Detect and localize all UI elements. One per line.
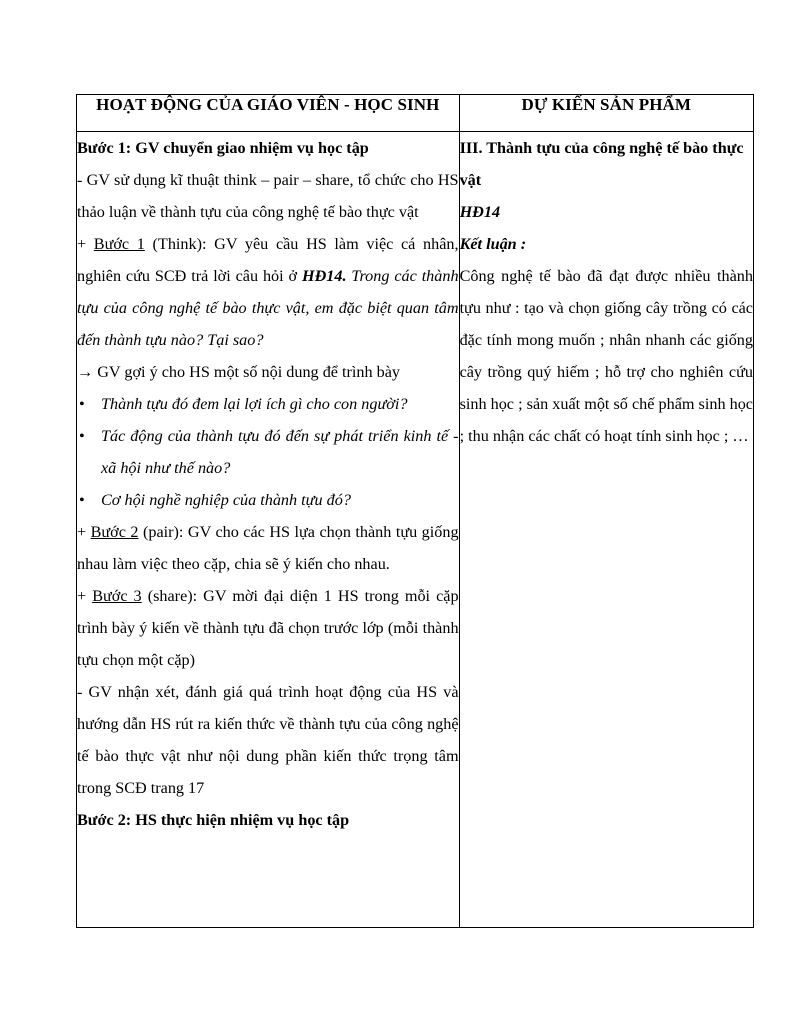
- step1-title: Bước 1: GV chuyển giao nhiệm vụ học tập: [77, 139, 369, 157]
- share-step-prefix: +: [77, 587, 93, 605]
- conclusion-text: Công nghệ tế bào đã đạt được nhiều thành tựu như : tạo và chọn giống cây trồng có các đặc tính mong muốn ; nhân nhanh các giống cây trồng quý hiếm ; hỗ trợ cho nghiên cứu sinh học ; sản xuất một số chế phẩm sinh học ; thu nhận các chất có hoạt tính sinh học ; …: [459, 267, 753, 445]
- bullet-text: Tác động của thành tựu đó đến sự phát triển kinh tế - xã hội như thế nào?: [101, 427, 459, 477]
- bullet-icon: •: [79, 427, 85, 445]
- think-step-text: (Think): GV yêu cầu HS làm việc cá nhân, nghiên cứu SCĐ trả lời câu hỏi ở: [77, 235, 459, 285]
- bullet-icon: •: [79, 395, 85, 413]
- pair-step-prefix: +: [77, 523, 91, 541]
- share-step-label: Bước 3: [92, 587, 142, 605]
- bullet-text: Thành tựu đó đem lại lợi ích gì cho con người?: [101, 395, 408, 413]
- activity-code: HĐ14: [459, 203, 501, 221]
- pair-step-label: Bước 2: [90, 523, 139, 541]
- pair-step-paragraph: [77, 516, 459, 580]
- share-step-text: (share): GV mời đại diện 1 HS trong mỗi cặp trình bày ý kiến về thành tựu đã chọn trước lớp (mỗi thành tựu chọn một cặp): [77, 587, 459, 669]
- hint-line: → GV gợi ý cho HS một số nội dung để trình bày: [77, 363, 401, 381]
- list-item: [77, 484, 459, 516]
- list-item: [77, 388, 459, 420]
- table-header-row: [77, 95, 754, 132]
- header-teacher-student-activity: HOẠT ĐỘNG CỦA GIÁO VIÊN - HỌC SINH: [77, 95, 460, 132]
- think-step-paragraph: [77, 228, 459, 356]
- list-item: [77, 420, 459, 484]
- header-expected-product: DỰ KIẾN SẢN PHẨM: [459, 95, 753, 132]
- pair-step-text: (pair): GV cho các HS lựa chọn thành tựu giống nhau làm việc theo cặp, chia sẽ ý kiến cho nhau.: [77, 523, 459, 573]
- think-question: Trong các thành tựu của công nghệ tế bào thực vật, em đặc biệt quan tâm đến thành tựu nào? Tại sao?: [77, 267, 459, 349]
- hint-bullet-list: [77, 388, 459, 516]
- section-title: III. Thành tựu của công nghệ tế bào thực vật: [459, 139, 744, 189]
- table-body-row: [77, 132, 754, 928]
- activity-cell: [77, 132, 460, 928]
- activity-reference: HĐ14.: [301, 267, 347, 285]
- think-step-prefix: +: [77, 235, 94, 253]
- product-cell: [459, 132, 753, 928]
- step2-title: Bước 2: HS thực hiện nhiệm vụ học tập: [77, 811, 350, 829]
- intro-paragraph: - GV sử dụng kĩ thuật think – pair – share, tổ chức cho HS thảo luận về thành tựu của công nghệ tế bào thực vật: [77, 171, 459, 221]
- assessment-paragraph: - GV nhận xét, đánh giá quá trình hoạt động của HS và hướng dẫn HS rút ra kiến thức về thành tựu của công nghệ tế bào thực vật như nội dung phần kiến thức trọng tâm trong SCĐ trang 17: [77, 683, 459, 797]
- bullet-text: Cơ hội nghề nghiệp của thành tựu đó?: [101, 491, 351, 509]
- bullet-icon: •: [79, 491, 85, 509]
- share-step-paragraph: [77, 580, 459, 676]
- conclusion-label: Kết luận :: [459, 235, 527, 253]
- think-step-label: Bước 1: [93, 235, 145, 253]
- lesson-table: [76, 94, 754, 928]
